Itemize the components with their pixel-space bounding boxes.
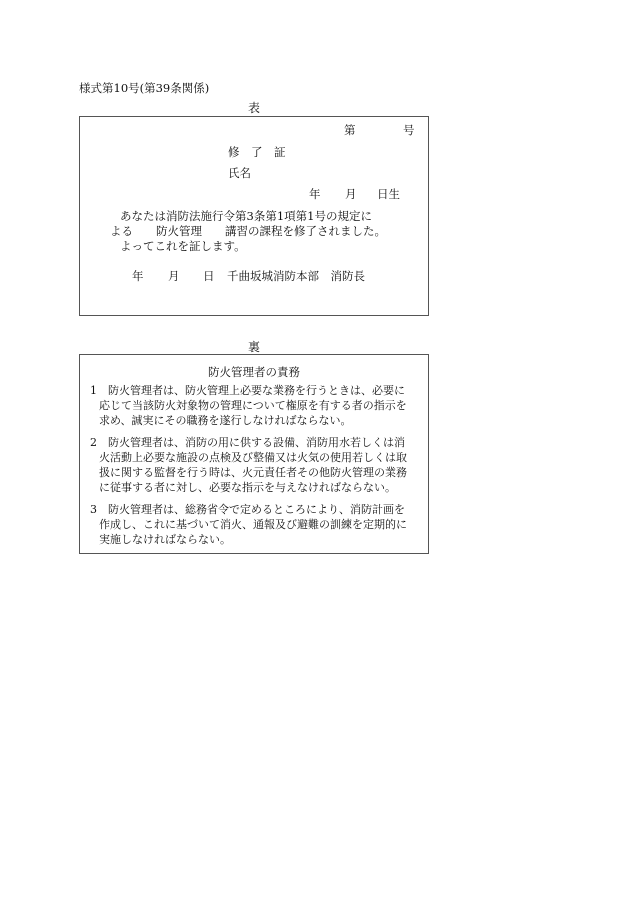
issue-month: 月 [168,269,180,283]
form-number: 様式第10号(第39条関係) [79,81,210,95]
duty-line: 作成し、これに基づいて消火、通報及び避難の訓練を定期的に [99,518,407,531]
duty-line: 実施しなければならない。 [99,533,231,546]
duty-line: に従事する者に対し、必要な指示を与えなければならない。 [99,481,396,494]
birth-month: 月 [345,187,357,201]
duty-line: 求め、誠実にその職務を遂行しなければならない。 [99,414,352,427]
certificate-back [79,354,429,554]
name-label: 氏名 [228,166,251,180]
issue-day: 日 [203,269,215,283]
duty-line: 3 防火管理者は、総務省令で定めるところにより、消防計画を [90,503,405,516]
certificate-front [79,116,429,316]
duty-line: 扱に関する監督を行う時は、火元責任者その他防火管理の業務 [99,466,407,479]
front-side-label: 表 [248,101,261,115]
duty-line: 火活動上必要な施設の点検及び整備又は火気の使用若しくは取 [99,451,407,464]
duty-item-3 [90,502,424,547]
back-side-label: 裏 [248,340,261,354]
cert-number-prefix: 第 [344,123,356,137]
issuer-name: 千曲坂城消防本部 消防長 [227,269,365,283]
body-line-1: あなたは消防法施行令第3条第1項第1号の規定に [120,209,372,223]
body-line-2: よる 防火管理 講習の課程を修了されました。 [110,224,386,238]
duty-line: 応じて当該防火対象物の管理について権原を有する者の指示を [99,399,407,412]
issue-year: 年 [132,269,144,283]
duties-title: 防火管理者の責務 [208,365,300,379]
duty-line: 2 防火管理者は、消防の用に供する設備、消防用水若しくは消 [90,436,405,449]
body-line-3: よってこれを証します。 [120,239,246,253]
duty-item-2 [90,435,424,495]
duty-line: 1 防火管理者は、防火管理上必要な業務を行うときは、必要に [90,384,405,397]
birth-year: 年 [309,187,321,201]
cert-number-suffix: 号 [403,123,415,137]
birth-day: 日生 [377,187,400,201]
duty-item-1 [90,383,424,428]
certificate-title: 修 了 証 [228,145,286,159]
